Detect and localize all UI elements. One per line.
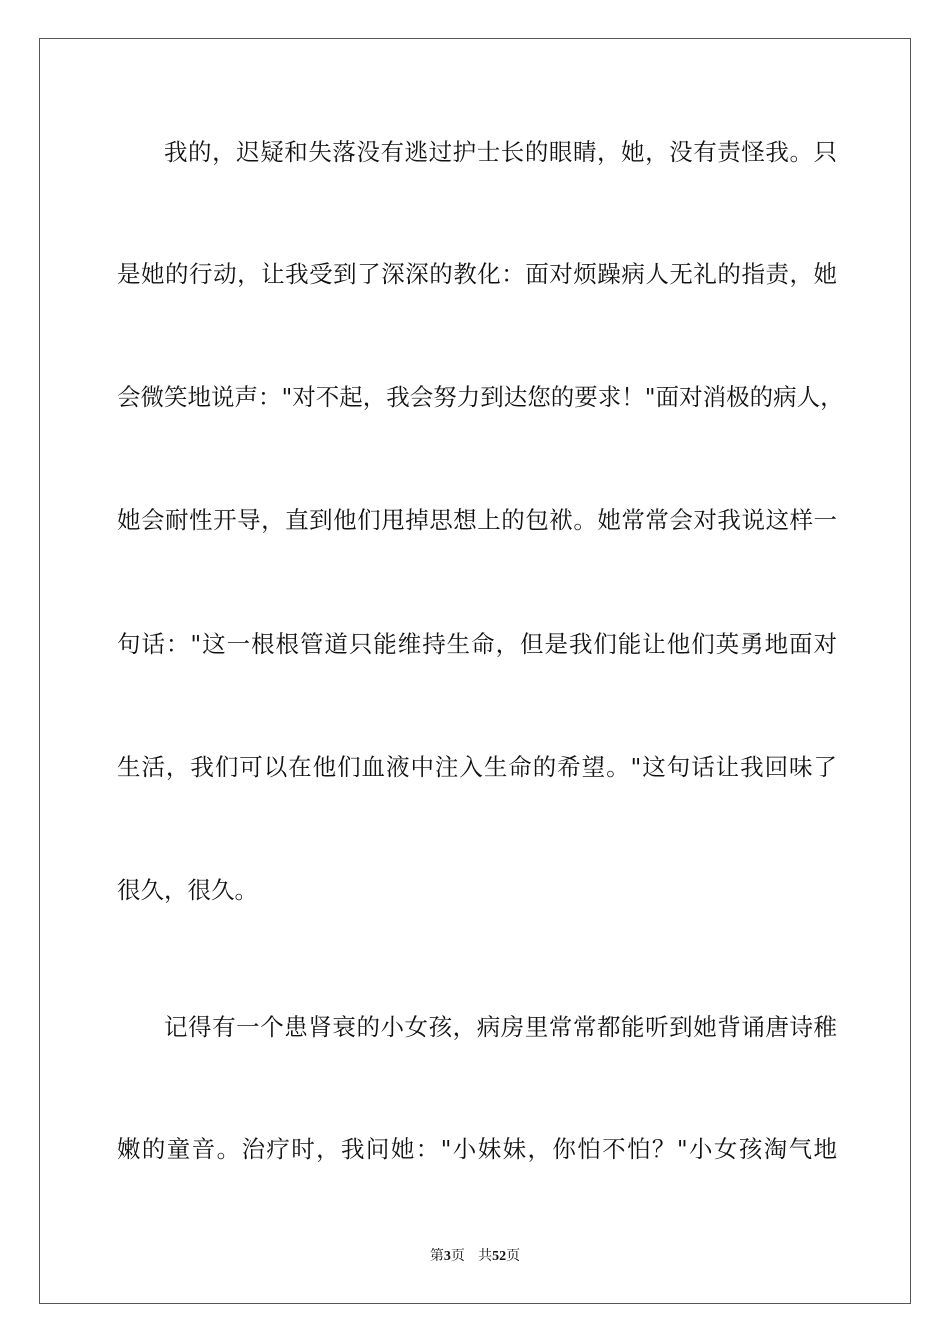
paragraph-line: 是她的行动，让我受到了深深的教化：面对烦躁病人无礼的指责，她: [117, 260, 837, 288]
paragraph-line: 记得有一个患肾衰的小女孩，病房里常常都能听到她背诵唐诗稚: [164, 1013, 837, 1041]
paragraph-line: 句话："这一根根管道只能维持生命，但是我们能让他们英勇地面对: [117, 630, 837, 658]
paragraph-line: 我的，迟疑和失落没有逃过护士长的眼睛，她，没有责怪我。只: [164, 138, 837, 166]
paragraph-line: 会微笑地说声："对不起，我会努力到达您的要求！"面对消极的病人，: [117, 383, 844, 411]
page-suffix: 页: [450, 1248, 465, 1264]
paragraph-line: 很久，很久。: [117, 876, 258, 904]
page-number: 3: [443, 1249, 451, 1264]
total-pages: 52: [492, 1249, 507, 1264]
paragraph-line: 生活，我们可以在他们血液中注入生命的希望。"这句话让我回味了: [117, 753, 837, 781]
paragraph-line: 她会耐性开导，直到他们甩掉思想上的包袱。她常常会对我说这样一: [117, 506, 837, 534]
page-border: [39, 38, 911, 1304]
page-footer: [0, 1246, 950, 1267]
page-prefix: 第: [429, 1248, 444, 1264]
total-suffix: 页: [506, 1248, 521, 1264]
paragraph-line: 嫩的童音。治疗时，我问她："小妹妹，你怕不怕？"小女孩淘气地: [117, 1135, 837, 1163]
total-prefix: 共: [478, 1248, 493, 1264]
